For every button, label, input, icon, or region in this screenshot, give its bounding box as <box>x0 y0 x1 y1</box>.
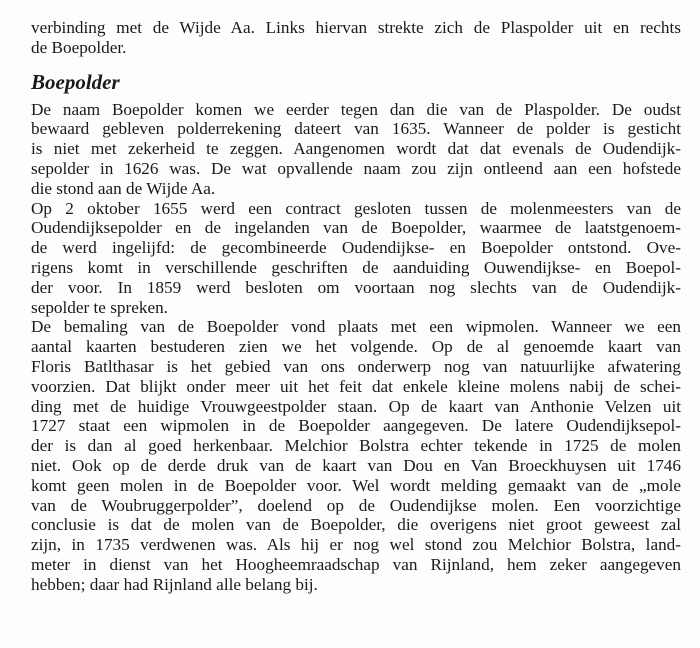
text-line: zijn, in 1735 verdwenen was. Als hij er nog wel stond zou Melchior Bolstra, land- <box>31 535 681 555</box>
document-page <box>31 18 681 595</box>
text-line: bewaard gebleven polderrekening dateert van 1635. Wanneer de polder is gesticht <box>31 119 681 139</box>
text-line: is niet met zekerheid te zeggen. Aangenomen wordt dat dat evenals de Oudendijk- <box>31 139 681 159</box>
text-line: der is dan al goed herkenbaar. Melchior Bolstra echter tekende in 1725 de molen <box>31 436 681 456</box>
section-heading: Boepolder <box>31 69 120 94</box>
text-line: de werd ingelijfd: de gecombineerde Oudendijkse- en Boepolder ontstond. Ove- <box>31 238 681 258</box>
text-line: ding met de huidige Vrouwgeestpolder staan. Op de kaart van Anthonie Velzen uit <box>31 396 681 416</box>
text-line: der voor. In 1859 werd besloten om voortaan nog slechts van de Oudendijk- <box>31 277 681 297</box>
text-line: De bemaling van de Boepolder vond plaats met een wipmolen. Wanneer we een <box>31 317 681 337</box>
text-line: conclusie is dat de molen van de Boepolder, die overigens niet groot geweest zal <box>31 515 681 535</box>
text-line: De naam Boepolder komen we eerder tegen dan die van de Plaspolder. De oudst <box>31 99 681 119</box>
text-line: die stond aan de Wijde Aa. <box>31 178 216 198</box>
text-line: Op 2 oktober 1655 werd een contract gesloten tussen de molenmeesters van de <box>31 198 681 218</box>
text-line: van de Woubruggerpolder”, doelend op de Oudendijkse molen. Een voorzichtige <box>31 495 681 515</box>
text-line: hebben; daar had Rijnland alle belang bij. <box>31 574 318 594</box>
text-line: komt geen molen in de Boepolder voor. Wel wordt melding gemaakt van de „mole <box>31 475 681 495</box>
text-line: rigens komt in verschillende geschriften de aanduiding Ouwendijkse- en Boepol- <box>31 257 681 277</box>
text-line: verbinding met de Wijde Aa. Links hiervan strekte zich de Plaspolder uit en rechts <box>31 18 681 37</box>
text-line: meter in dienst van het Hoogheemraadschap van Rijnland, hem zeker aangegeven <box>31 554 681 574</box>
text-line: Oudendijksepolder en de ingelanden van de Boepolder, waarmee de laatstgenoem- <box>31 218 681 238</box>
text-line: 1727 staat een wipmolen in de Boepolder aangegeven. De latere Oudendijksepol- <box>31 416 681 436</box>
text-line: aantal kaarten bestuderen zien we het volgende. Op de al genoemde kaart van <box>31 337 681 357</box>
text-line: de Boepolder. <box>31 37 127 57</box>
text-line: sepolder te spreken. <box>31 297 168 317</box>
text-line: sepolder in 1626 was. De wat opvallende naam zou zijn ontleend aan een hofstede <box>31 158 681 178</box>
text-line: niet. Ook op de derde druk van de kaart van Dou en Van Broeckhuysen uit 1746 <box>31 455 681 475</box>
section-body <box>31 100 681 595</box>
text-line: Floris Batlthasar is het gebied van ons onderwerp nog van natuurlijke afwatering <box>31 356 681 376</box>
intro-paragraph <box>31 18 681 58</box>
text-line: voorzien. Dat blijkt onder meer uit het feit dat enkele kleine molens nabij de schei- <box>31 376 681 396</box>
